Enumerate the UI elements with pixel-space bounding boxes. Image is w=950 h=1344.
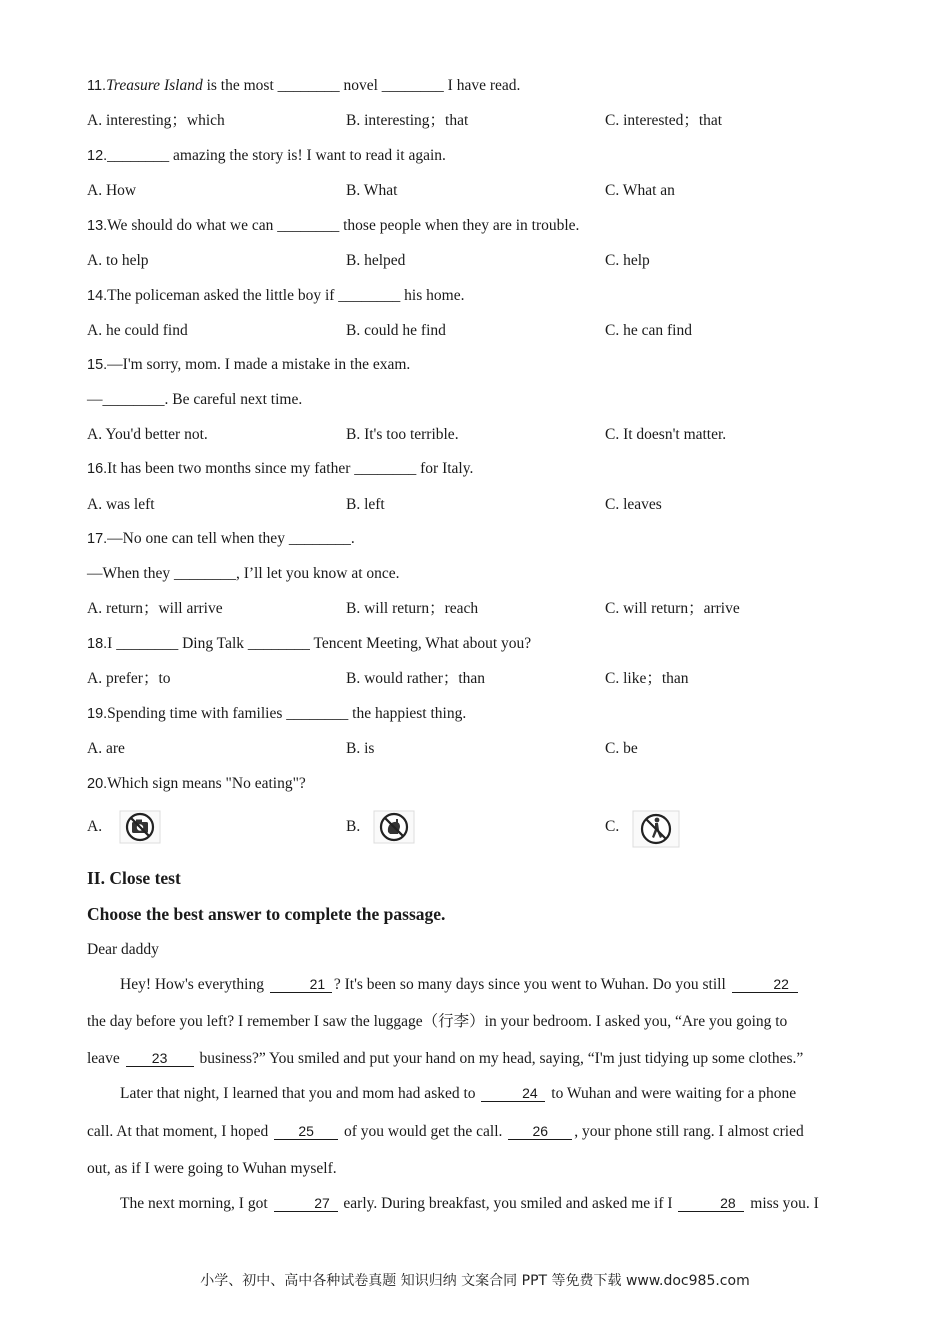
passage-text: , your phone still rang. I almost cried: [574, 1123, 804, 1140]
question-stem: The policeman asked the little boy if ________ his home.: [107, 287, 465, 304]
question-stem: Spending time with families ________ the happiest thing.: [107, 705, 467, 722]
blank-27: 27: [274, 1195, 338, 1212]
question-stem: ________ amazing the story is! I want to read it again.: [107, 147, 446, 164]
option-c: C. like；than: [605, 670, 689, 687]
blank-25: 25: [274, 1123, 338, 1140]
question-number: 16.: [87, 461, 108, 477]
no-eating-sign-icon: [372, 810, 416, 844]
no-camera-sign-icon: [118, 810, 162, 844]
question-stem: It has been two months since my father ________ for Italy.: [107, 460, 474, 477]
option-c: C. help: [605, 252, 650, 269]
passage-line: the day before you left? I remember I saw the luggage（行李）in your bedroom. I asked you, “Are you going to: [87, 1013, 788, 1030]
question-number: 12.: [87, 148, 108, 164]
option-b: B. interesting；that: [346, 112, 469, 129]
question-11: [87, 76, 520, 96]
question-number: 13.: [87, 218, 108, 234]
question-15: [87, 355, 410, 375]
option-c: C. It doesn't matter.: [605, 426, 727, 443]
passage-line: [87, 1194, 863, 1214]
option-a: [87, 810, 162, 844]
option-c: C. leaves: [605, 496, 662, 513]
passage-text: to Wuhan and were waiting for a phone: [547, 1085, 797, 1102]
question-number: 19.: [87, 706, 108, 722]
question-16: [87, 459, 473, 479]
blank-21: 21: [270, 976, 332, 993]
question-17: [87, 529, 355, 549]
section-title: II. Close test: [87, 868, 181, 888]
passage-text: business?” You smiled and put your hand on my head, saying, “I'm just tidying up some clothes.”: [195, 1050, 804, 1067]
passage-text: call. At that moment, I hoped: [87, 1123, 273, 1140]
passage-line: [87, 1049, 863, 1069]
question-number: 17.: [87, 531, 108, 547]
option-letter: A.: [87, 818, 103, 835]
option-a: A. to help: [87, 252, 149, 269]
passage-line: [87, 975, 863, 995]
passage-line: [87, 1084, 863, 1104]
question-stem: —I'm sorry, mom. I made a mistake in the exam.: [107, 356, 411, 373]
option-a: A. return；will arrive: [87, 600, 223, 617]
question-15-reply: —________. Be careful next time.: [87, 391, 303, 408]
question-13: [87, 216, 579, 236]
no-walking-sign-icon: [631, 810, 675, 844]
question-14: [87, 286, 464, 306]
option-c: C. he can find: [605, 322, 692, 339]
passage-text: of you would get the call.: [340, 1123, 507, 1140]
question-number: 11.: [87, 78, 107, 94]
option-b: B. left: [346, 496, 385, 513]
option-a: A. interesting；which: [87, 112, 225, 129]
option-c: C. What an: [605, 182, 675, 199]
blank-26: 26: [508, 1123, 572, 1140]
question-stem: —No one can tell when they ________.: [107, 530, 355, 547]
passage-text: ? It's been so many days since you went to Wuhan. Do you still: [333, 976, 730, 993]
option-letter: C.: [605, 818, 620, 835]
option-b: B. helped: [346, 252, 406, 269]
option-c: C. interested；that: [605, 112, 723, 129]
question-number: 18.: [87, 636, 108, 652]
question-number: 20.: [87, 776, 108, 792]
question-stem: I ________ Ding Talk ________ Tencent Meeting, What about you?: [107, 635, 532, 652]
option-a: A. are: [87, 740, 125, 757]
passage-text: miss you. I: [746, 1195, 819, 1212]
option-b: [346, 810, 416, 844]
passage-text: Hey! How's everything: [120, 976, 268, 993]
blank-22: 22: [732, 976, 798, 993]
option-a: A. How: [87, 182, 137, 199]
option-a: A. was left: [87, 496, 155, 513]
passage-line: out, as if I were going to Wuhan myself.: [87, 1160, 337, 1177]
question-number: 15.: [87, 357, 108, 373]
option-b: B. will return；reach: [346, 600, 479, 617]
page-footer: 小学、初中、高中各种试卷真题 知识归纳 文案合同 PPT 等免费下载 www.doc985.com: [200, 1273, 750, 1289]
option-b: B. would rather；than: [346, 670, 486, 687]
option-a: A. he could find: [87, 322, 188, 339]
passage-text: leave: [87, 1050, 124, 1067]
option-c: C. be: [605, 740, 638, 757]
question-stem: is the most ________ novel ________ I have read.: [202, 77, 521, 94]
option-c: C. will return；arrive: [605, 600, 740, 617]
question-17-reply: —When they ________, I’ll let you know at once.: [87, 565, 400, 582]
option-b: B. is: [346, 740, 375, 757]
option-b: B. What: [346, 182, 398, 199]
question-18: [87, 634, 531, 654]
option-c: [605, 810, 675, 844]
blank-24: 24: [481, 1085, 545, 1102]
option-b: B. could he find: [346, 322, 446, 339]
passage-text: Later that night, I learned that you and mom had asked to: [120, 1085, 480, 1102]
question-stem: Which sign means "No eating"?: [107, 775, 306, 792]
passage-text: The next morning, I got: [120, 1195, 272, 1212]
option-a: A. You'd better not.: [87, 426, 208, 443]
question-stem: We should do what we can ________ those people when they are in trouble.: [107, 217, 580, 234]
passage-text: early. During breakfast, you smiled and asked me if I: [339, 1195, 677, 1212]
section-instruction: Choose the best answer to complete the passage.: [87, 904, 446, 924]
blank-23: 23: [126, 1050, 194, 1067]
passage-line: [87, 1122, 863, 1142]
question-19: [87, 704, 466, 724]
question-number: 14.: [87, 288, 108, 304]
question-12: [87, 146, 446, 166]
letter-salutation: Dear daddy: [87, 941, 159, 958]
blank-28: 28: [678, 1195, 744, 1212]
option-b: B. It's too terrible.: [346, 426, 459, 443]
option-letter: B.: [346, 818, 361, 835]
book-title: Treasure Island: [106, 77, 203, 94]
option-a: A. prefer；to: [87, 670, 171, 687]
question-20: [87, 774, 306, 794]
